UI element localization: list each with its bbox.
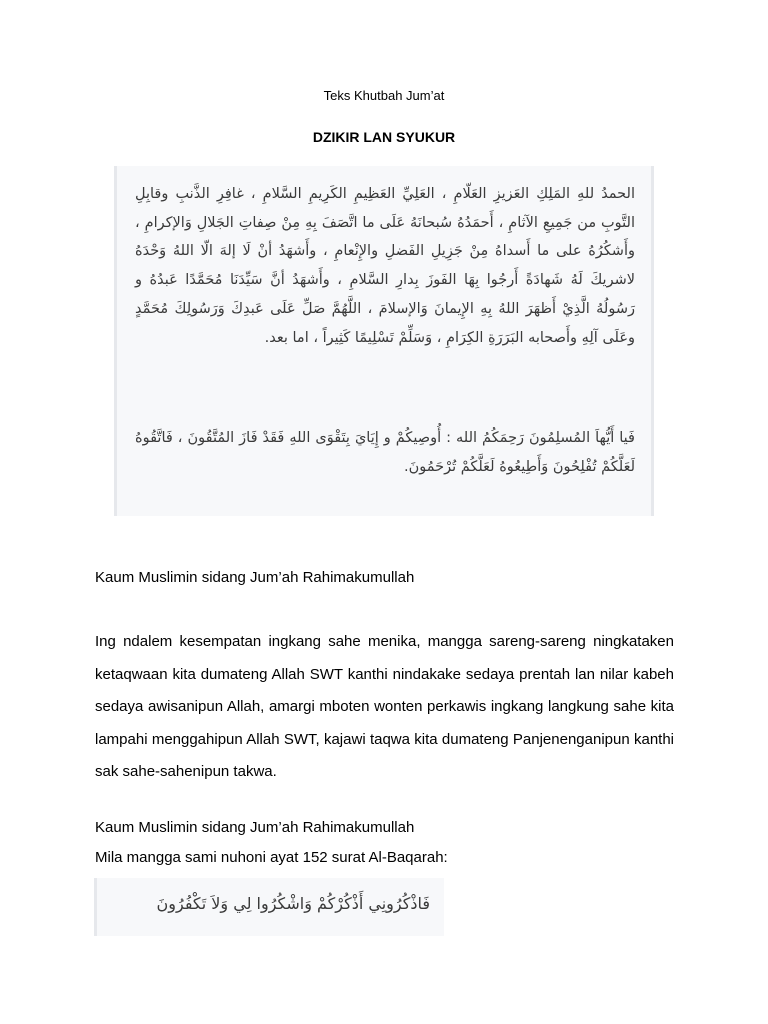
- salutation-second: Kaum Muslimin sidang Jum’ah Rahimakumullah: [95, 819, 415, 836]
- document-title: Teks Khutbah Jum’at: [323, 88, 445, 103]
- arabic-paragraph-advice: فَيا أَيُّهاَ المُسلِمُونَ رَحِمَكُمُ الله : أُوصِيكُمْ و إِيَايَ بِتَقْوَى اللهِ فَقَدْ فَازَ المُتَّقُونَ ، فَاتَّقُوهُ لَعَلَّكُمْ تُفْلِحُونَ وَأَطِيعُوهُ لَعَلَّكُمْ تُرْحَمُونَ.: [135, 430, 635, 475]
- arabic-paragraph-opening: الحمدُ للهِ المَلِكِ العَزيزِ العَلّامِ ، العَلِيِّ العَظِيمِ الكَرِيمِ السَّلامِ ، غافِرِ الذَّنبِ وقابِلِ التَّوبِ من جَمِيعِ الآثامِ ، أَحمَدُهُ سُبحانَهُ عَلَى ما اتَّصَفَ بِهِ مِنْ صِفاتِ الجَلالِ وَالإكرامِ ، وأَشكُرُهُ على ما أَسداهُ مِنْ جَزِيلِ الفَضلِ والإِنْعامِ ، وأَشهَدُ أنْ لَا إلهَ الّا اللهُ وَحْدَهُ لاشريكَ لَهُ شَهادَةً أَرجُوا بِهَا الفَوزَ بِدارِ السَّلامِ ، وأَشهَدُ أنَّ سَيِّدَنَا مُحَمَّدًا عَبدُهُ و رَسُولُهُ الَّذِيْ أَظهَرَ اللهُ بِهِ الإِيمانَ وَالإسلامَ ، اللَّهُمَّ صَلِّ عَلَى عَبدِكَ وَرَسُولِكَ مُحَمَّدٍ وعَلَى آلِهِ وأَصحابه البَرَرَةِ الكِرَامِ ، وَسَلِّمْ تَسْلِيمًا كَثِيراً ، اما بعد.: [135, 186, 635, 346]
- body-paragraph: Ing ndalem kesempatan ingkang sahe menika, mangga sareng-sareng ningkataken ketaqwaan kita dumateng Allah SWT kanthi nindakake sedaya prentah lan nilar kabeh sedaya awisanipun Allah, amargi mboten wonten perkawis ingkang langkung sahe kita lampahi menggahipun Allah SWT, kajawi taqwa kita dumateng Panjenenganipun kanthi sak sahe-sahenipun takwa.: [95, 633, 674, 780]
- arabic-text-block: [114, 166, 654, 516]
- quran-verse-text: فَاذْكُرُونِي أَذْكُرْكُمْ وَاشْكُرُوا لِي وَلاَ تَكْفُرُونَ: [156, 894, 430, 913]
- quran-verse-block: [94, 878, 444, 936]
- document-heading: DZIKIR LAN SYUKUR: [312, 129, 456, 145]
- verse-intro-line: Mila mangga sami nuhoni ayat 152 surat Al-Baqarah:: [95, 849, 448, 866]
- salutation-first: Kaum Muslimin sidang Jum’ah Rahimakumullah: [95, 569, 415, 586]
